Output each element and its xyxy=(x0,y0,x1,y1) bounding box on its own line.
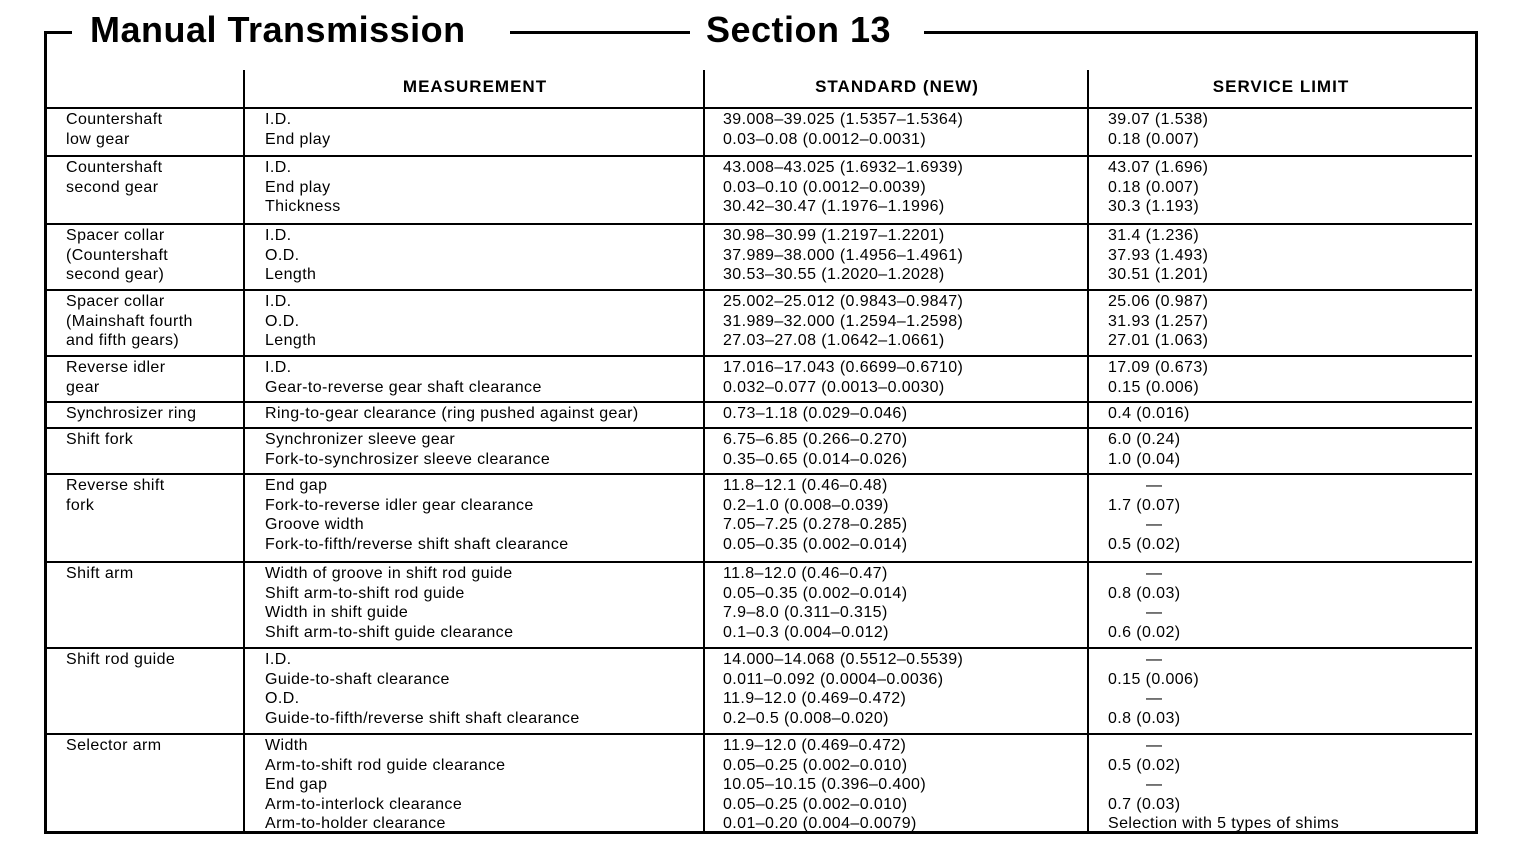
column-divider xyxy=(243,70,245,831)
row-divider xyxy=(47,289,1472,291)
standard-cell: 0.05–0.35 (0.002–0.014) xyxy=(723,584,908,602)
limit-cell: 30.51 (1.201) xyxy=(1108,266,1209,283)
standard-cell: 30.53–30.55 (1.2020–1.2028) xyxy=(723,266,945,283)
standard-cell: 0.03–0.10 (0.0012–0.0039) xyxy=(723,178,927,196)
measurement-cell: Shift arm-to-shift guide clearance xyxy=(265,623,514,641)
limit-cell: 0.15 (0.006) xyxy=(1108,378,1200,396)
limit-cell: 43.07 (1.696) xyxy=(1108,159,1209,176)
limit-cell: 0.15 (0.006) xyxy=(1108,670,1200,688)
measurement-cell: Fork-to-fifth/reverse shift shaft clearance xyxy=(265,535,569,553)
limit-cell: 30.3 (1.193) xyxy=(1108,198,1200,215)
part-cell: (Mainshaft fourth xyxy=(66,312,193,330)
standard-cell: 37.989–38.000 (1.4956–1.4961) xyxy=(723,246,964,264)
standard-cell: 11.9–12.0 (0.469–0.472) xyxy=(723,737,907,754)
measurement-cell: Width xyxy=(265,737,308,754)
limit-cell: 0.5 (0.02) xyxy=(1108,535,1181,553)
standard-cell: 7.05–7.25 (0.278–0.285) xyxy=(723,516,908,533)
limit-cell: 25.06 (0.987) xyxy=(1108,293,1209,310)
row-divider xyxy=(47,355,1472,357)
limit-cell: 31.93 (1.257) xyxy=(1108,312,1209,330)
standard-cell: 39.008–39.025 (1.5357–1.5364) xyxy=(723,111,964,128)
measurement-cell: I.D. xyxy=(265,293,292,310)
row-divider xyxy=(47,223,1472,225)
limit-cell: — xyxy=(1146,651,1163,668)
standard-cell: 0.011–0.092 (0.0004–0.0036) xyxy=(723,670,944,688)
standard-cell: 17.016–17.043 (0.6699–0.6710) xyxy=(723,359,964,376)
measurement-cell: I.D. xyxy=(265,227,292,244)
row-divider xyxy=(47,427,1472,429)
part-cell: low gear xyxy=(66,130,130,148)
frame-top-line-left xyxy=(44,31,72,34)
measurement-cell: Thickness xyxy=(265,198,341,215)
standard-cell: 0.73–1.18 (0.029–0.046) xyxy=(723,405,908,422)
measurement-cell: Arm-to-shift rod guide clearance xyxy=(265,756,506,774)
limit-cell: — xyxy=(1146,516,1163,533)
standard-cell: 6.75–6.85 (0.266–0.270) xyxy=(723,431,908,448)
standard-cell: 7.9–8.0 (0.311–0.315) xyxy=(723,604,888,621)
limit-cell: 6.0 (0.24) xyxy=(1108,431,1181,448)
measurement-cell: Guide-to-fifth/reverse shift shaft clearance xyxy=(265,709,580,727)
part-cell: (Countershaft xyxy=(66,246,169,264)
limit-cell: — xyxy=(1146,776,1163,793)
measurement-cell: I.D. xyxy=(265,111,292,128)
header-standard: STANDARD (NEW) xyxy=(815,77,979,96)
measurement-cell: O.D. xyxy=(265,312,300,330)
part-cell: Countershaft xyxy=(66,159,163,176)
column-divider xyxy=(703,70,705,831)
measurement-cell: O.D. xyxy=(265,690,300,707)
standard-cell: 0.05–0.25 (0.002–0.010) xyxy=(723,756,908,774)
standard-cell: 31.989–32.000 (1.2594–1.2598) xyxy=(723,312,964,330)
measurement-cell: Groove width xyxy=(265,516,365,533)
measurement-cell: Arm-to-holder clearance xyxy=(265,815,446,832)
measurement-cell: O.D. xyxy=(265,246,300,264)
standard-cell: 43.008–43.025 (1.6932–1.6939) xyxy=(723,159,964,176)
limit-cell: 17.09 (0.673) xyxy=(1108,359,1209,376)
row-divider xyxy=(47,155,1472,157)
part-cell: Reverse idler xyxy=(66,359,166,376)
limit-cell: 0.18 (0.007) xyxy=(1108,178,1200,196)
limit-cell: 31.4 (1.236) xyxy=(1108,227,1200,244)
measurement-cell: End gap xyxy=(265,477,328,494)
measurement-cell: I.D. xyxy=(265,159,292,176)
part-cell: Spacer collar xyxy=(66,227,165,244)
limit-cell: — xyxy=(1146,477,1163,494)
part-cell: and fifth gears) xyxy=(66,332,180,349)
measurement-cell: End gap xyxy=(265,776,328,793)
part-cell: Shift arm xyxy=(66,565,134,582)
standard-cell: 0.1–0.3 (0.004–0.012) xyxy=(723,623,889,641)
header-service-limit: SERVICE LIMIT xyxy=(1212,77,1350,96)
row-divider xyxy=(47,647,1472,649)
measurement-cell: Gear-to-reverse gear shaft clearance xyxy=(265,378,542,396)
limit-cell: 27.01 (1.063) xyxy=(1108,332,1209,349)
standard-cell: 30.42–30.47 (1.1976–1.1996) xyxy=(723,198,945,215)
standard-cell: 0.35–0.65 (0.014–0.026) xyxy=(723,450,908,468)
part-cell: Shift rod guide xyxy=(66,651,176,668)
measurement-cell: Fork-to-reverse idler gear clearance xyxy=(265,496,534,514)
column-divider xyxy=(1087,70,1089,831)
measurement-cell: I.D. xyxy=(265,359,292,376)
row-divider xyxy=(47,561,1472,563)
measurement-cell: Shift arm-to-shift rod guide xyxy=(265,584,465,602)
part-cell: Spacer collar xyxy=(66,293,165,310)
row-divider xyxy=(47,401,1472,403)
limit-cell: 0.5 (0.02) xyxy=(1108,756,1181,774)
limit-cell: 0.18 (0.007) xyxy=(1108,130,1200,148)
standard-cell: 0.03–0.08 (0.0012–0.0031) xyxy=(723,130,927,148)
standard-cell: 0.01–0.20 (0.004–0.0079) xyxy=(723,815,917,832)
part-cell: Selector arm xyxy=(66,737,162,754)
standard-cell: 10.05–10.15 (0.396–0.400) xyxy=(723,776,927,793)
row-divider xyxy=(47,107,1472,109)
header-measurement: MEASUREMENT xyxy=(402,77,548,96)
limit-cell: 39.07 (1.538) xyxy=(1108,111,1209,128)
limit-cell: 1.7 (0.07) xyxy=(1108,496,1181,514)
part-cell: second gear) xyxy=(66,266,165,283)
measurement-cell: Ring-to-gear clearance (ring pushed against gear) xyxy=(265,405,639,422)
section-label: Section 13 xyxy=(706,9,892,50)
measurement-cell: Guide-to-shaft clearance xyxy=(265,670,450,688)
measurement-cell: Width of groove in shift rod guide xyxy=(265,565,513,582)
standard-cell: 14.000–14.068 (0.5512–0.5539) xyxy=(723,651,964,668)
limit-cell: Selection with 5 types of shims xyxy=(1108,815,1340,832)
standard-cell: 0.2–1.0 (0.008–0.039) xyxy=(723,496,889,514)
row-divider xyxy=(47,473,1472,475)
limit-cell: 0.4 (0.016) xyxy=(1108,405,1190,422)
measurement-cell: Fork-to-synchrosizer sleeve clearance xyxy=(265,450,551,468)
standard-cell: 11.8–12.0 (0.46–0.47) xyxy=(723,565,888,582)
page-title: Manual Transmission xyxy=(90,9,466,50)
part-cell: fork xyxy=(66,496,95,514)
standard-cell: 30.98–30.99 (1.2197–1.2201) xyxy=(723,227,945,244)
standard-cell: 27.03–27.08 (1.0642–1.0661) xyxy=(723,332,945,349)
limit-cell: — xyxy=(1146,565,1163,582)
frame-top-line-mid xyxy=(510,31,690,34)
measurement-cell: I.D. xyxy=(265,651,292,668)
row-divider xyxy=(47,733,1472,735)
standard-cell: 11.8–12.1 (0.46–0.48) xyxy=(723,477,888,494)
measurement-cell: End play xyxy=(265,178,331,196)
measurement-cell: Arm-to-interlock clearance xyxy=(265,795,463,813)
limit-cell: — xyxy=(1146,737,1163,754)
standard-cell: 25.002–25.012 (0.9843–0.9847) xyxy=(723,293,964,310)
measurement-cell: Length xyxy=(265,332,317,349)
limit-cell: 0.8 (0.03) xyxy=(1108,584,1181,602)
part-cell: Reverse shift xyxy=(66,477,165,494)
standard-cell: 0.2–0.5 (0.008–0.020) xyxy=(723,709,889,727)
standard-cell: 0.032–0.077 (0.0013–0.0030) xyxy=(723,378,945,396)
frame-top-line-right xyxy=(924,31,1475,34)
part-cell: Shift fork xyxy=(66,431,134,448)
standard-cell: 0.05–0.35 (0.002–0.014) xyxy=(723,535,908,553)
limit-cell: 37.93 (1.493) xyxy=(1108,246,1209,264)
limit-cell: — xyxy=(1146,604,1163,621)
limit-cell: 0.6 (0.02) xyxy=(1108,623,1181,641)
part-cell: second gear xyxy=(66,178,159,196)
part-cell: gear xyxy=(66,378,100,396)
limit-cell: 0.8 (0.03) xyxy=(1108,709,1181,727)
part-cell: Countershaft xyxy=(66,111,163,128)
measurement-cell: Synchronizer sleeve gear xyxy=(265,431,456,448)
measurement-cell: Length xyxy=(265,266,317,283)
limit-cell: 0.7 (0.03) xyxy=(1108,795,1181,813)
limit-cell: — xyxy=(1146,690,1163,707)
measurement-cell: End play xyxy=(265,130,331,148)
standard-cell: 0.05–0.25 (0.002–0.010) xyxy=(723,795,908,813)
part-cell: Synchrosizer ring xyxy=(66,405,197,422)
standard-cell: 11.9–12.0 (0.469–0.472) xyxy=(723,690,907,707)
limit-cell: 1.0 (0.04) xyxy=(1108,450,1181,468)
measurement-cell: Width in shift guide xyxy=(265,604,409,621)
